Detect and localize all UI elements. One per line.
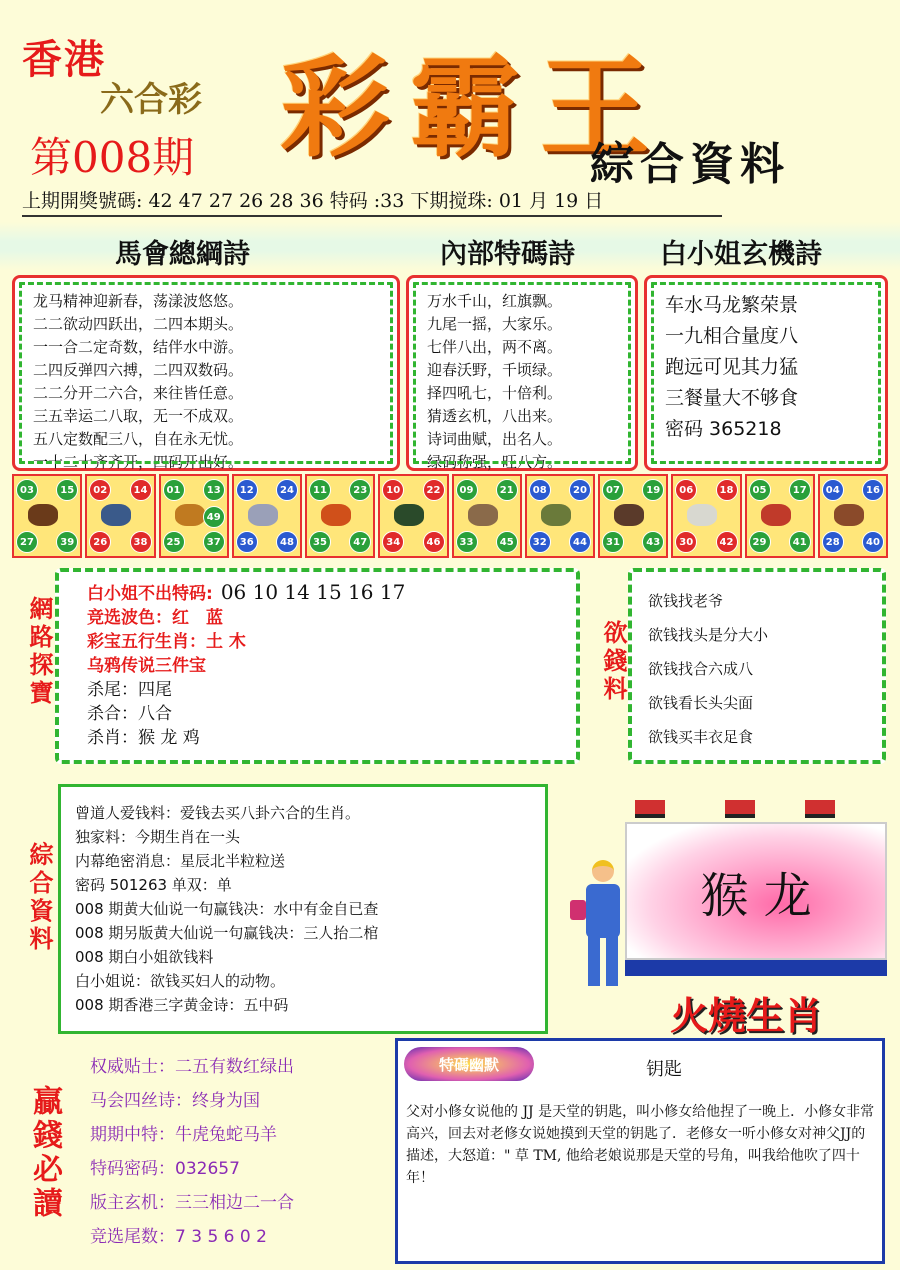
number-ball: 30 bbox=[675, 531, 697, 553]
region-title: 香港 bbox=[22, 37, 106, 83]
number-ball: 23 bbox=[349, 479, 371, 501]
last-draw-info: 上期開獎號碼: 42 47 27 26 28 36 特码 :33 下期搅珠: 01 月 19 日 bbox=[22, 186, 722, 217]
number-ball: 47 bbox=[349, 531, 371, 553]
poem-line: 跑远可见其力猛 bbox=[665, 356, 799, 378]
poem-line: 车水马龙繁荣景 bbox=[665, 294, 799, 316]
number-ball: 29 bbox=[749, 531, 771, 553]
number-ball: 37 bbox=[203, 531, 225, 553]
number-ball: 40 bbox=[862, 531, 884, 553]
must-value: 二五有数红绿出 bbox=[175, 1057, 294, 1077]
number-ball: 11 bbox=[309, 479, 331, 501]
general-line: 白小姐说：欲钱买妇人的动物。 bbox=[75, 972, 286, 990]
lottery-title: 六合彩 bbox=[100, 80, 202, 120]
number-ball: 43 bbox=[642, 531, 664, 553]
net-box bbox=[55, 568, 580, 764]
number-ball: 18 bbox=[716, 479, 738, 501]
zodiac-cell bbox=[378, 474, 448, 558]
net-line: 白小姐不出特码: 06 10 14 15 16 17 bbox=[87, 580, 406, 604]
zodiac-animal-icon bbox=[394, 504, 424, 526]
number-ball: 04 bbox=[822, 479, 844, 501]
net-line: 乌鸦传说三件宝 bbox=[87, 656, 206, 676]
zodiac-animal-icon bbox=[175, 504, 205, 526]
net-line: 杀合：八合 bbox=[87, 704, 172, 724]
must-row bbox=[90, 1220, 390, 1254]
zodiac-cell bbox=[232, 474, 302, 558]
billboard-lamp bbox=[725, 800, 755, 818]
number-ball: 32 bbox=[529, 531, 551, 553]
zodiac-cell bbox=[12, 474, 82, 558]
must-key: 版主玄机： bbox=[90, 1193, 175, 1213]
number-ball: 44 bbox=[569, 531, 591, 553]
zodiac-cell bbox=[159, 474, 229, 558]
poem-line: 一十二十齐齐开，四码开出好。 bbox=[33, 453, 244, 471]
general-line: 008 期白小姐欲钱料 bbox=[75, 948, 214, 966]
zodiac-animal-icon bbox=[687, 504, 717, 526]
humor-badge: 特碼幽默 bbox=[404, 1047, 534, 1081]
poem-line: 绿码称强，旺八方。 bbox=[427, 453, 563, 471]
must-label: 贏錢必讀 bbox=[27, 1085, 62, 1221]
must-row bbox=[90, 1152, 390, 1186]
humor-title: 钥匙 bbox=[646, 1059, 682, 1080]
zodiac-cell bbox=[525, 474, 595, 558]
must-row bbox=[90, 1084, 390, 1118]
number-ball: 02 bbox=[89, 479, 111, 501]
general-line: 曾道人爱钱料：爱钱去买八卦六合的生肖。 bbox=[75, 804, 361, 822]
billboard-lamp bbox=[805, 800, 835, 818]
must-value: 7 3 5 6 0 2 bbox=[175, 1227, 267, 1247]
must-value: 032657 bbox=[175, 1159, 240, 1179]
must-key: 特码密码： bbox=[90, 1159, 175, 1179]
number-ball: 19 bbox=[642, 479, 664, 501]
zodiac-cell bbox=[671, 474, 741, 558]
poem-line: 密码 365218 bbox=[665, 418, 782, 440]
money-line: 欲钱买丰衣足食 bbox=[648, 728, 754, 746]
number-ball: 27 bbox=[16, 531, 38, 553]
brand-logo: 彩霸王 bbox=[280, 44, 670, 172]
poem-title-right: 白小姐玄機詩 bbox=[660, 239, 822, 270]
poem-line: 诗词曲赋，出名人。 bbox=[427, 430, 563, 448]
number-ball: 41 bbox=[789, 531, 811, 553]
poem-line: 七伴八出，两不离。 bbox=[427, 338, 563, 356]
zodiac-number-grid bbox=[12, 474, 888, 558]
poem-title-mid: 內部特碼詩 bbox=[440, 239, 575, 270]
excluded-numbers: 06 10 14 15 16 17 bbox=[220, 580, 406, 604]
number-ball: 05 bbox=[749, 479, 771, 501]
poem-box-left bbox=[12, 275, 400, 471]
poem-title-left: 馬會總綱詩 bbox=[115, 239, 250, 270]
must-key: 期期中特： bbox=[90, 1125, 175, 1145]
painter-figure bbox=[570, 860, 630, 990]
number-ball: 34 bbox=[382, 531, 404, 553]
number-ball: 42 bbox=[716, 531, 738, 553]
number-ball: 25 bbox=[163, 531, 185, 553]
zodiac-cell bbox=[85, 474, 155, 558]
zodiac-animal-icon bbox=[761, 504, 791, 526]
general-line: 独家料：今期生肖在一头 bbox=[75, 828, 241, 846]
number-ball: 06 bbox=[675, 479, 697, 501]
poem-line: 二二欲动四跃出，二四本期头。 bbox=[33, 315, 244, 333]
zodiac-cell bbox=[818, 474, 888, 558]
money-label: 欲錢料 bbox=[599, 620, 627, 704]
number-ball: 10 bbox=[382, 479, 404, 501]
poem-line: 三餐量大不够食 bbox=[665, 387, 799, 409]
number-ball: 16 bbox=[862, 479, 884, 501]
billboard-caption: 火燒生肖 bbox=[670, 994, 823, 1038]
general-line: 内幕绝密消息：星辰北半粒粒送 bbox=[75, 852, 286, 870]
net-label: 網路探寶 bbox=[25, 596, 53, 708]
general-line: 008 期黄大仙说一句赢钱决：水中有金自已查 bbox=[75, 900, 379, 918]
zodiac-cell bbox=[305, 474, 375, 558]
money-box bbox=[628, 568, 886, 764]
number-ball: 48 bbox=[276, 531, 298, 553]
number-ball: 45 bbox=[496, 531, 518, 553]
zodiac-animal-icon bbox=[614, 504, 644, 526]
poem-line: 龙马精神迎新春，荡漾波悠悠。 bbox=[33, 292, 244, 310]
poem-line: 一一合二定奇数，结伴水中游。 bbox=[33, 338, 244, 356]
zodiac-cell bbox=[452, 474, 522, 558]
number-ball: 09 bbox=[456, 479, 478, 501]
money-line: 欲钱找老爷 bbox=[648, 592, 724, 610]
money-line: 欲钱找头是分大小 bbox=[648, 626, 769, 644]
poem-line: 一九相合量度八 bbox=[665, 325, 799, 347]
number-ball: 12 bbox=[236, 479, 258, 501]
number-ball: 03 bbox=[16, 479, 38, 501]
number-ball: 36 bbox=[236, 531, 258, 553]
humor-box bbox=[395, 1038, 885, 1264]
number-ball: 26 bbox=[89, 531, 111, 553]
zodiac-animal-icon bbox=[321, 504, 351, 526]
poem-line: 二二分开二六合，来往皆任意。 bbox=[33, 384, 244, 402]
zodiac-animal-icon bbox=[101, 504, 131, 526]
must-value: 牛虎兔蛇马羊 bbox=[175, 1125, 277, 1145]
money-line: 欲钱找合六成八 bbox=[648, 660, 754, 678]
general-line: 008 期香港三字黄金诗：五中码 bbox=[75, 996, 289, 1014]
poem-box-mid bbox=[406, 275, 638, 471]
number-ball: 46 bbox=[423, 531, 445, 553]
general-label: 綜合資料 bbox=[25, 842, 53, 954]
net-line: 杀肖：猴 龙 鸡 bbox=[87, 728, 200, 748]
number-ball: 24 bbox=[276, 479, 298, 501]
must-list bbox=[90, 1050, 390, 1254]
zodiac-cell bbox=[598, 474, 668, 558]
net-line: 竞选波色：红 蓝 bbox=[87, 608, 223, 628]
general-line: 008 期另版黄大仙说一句赢钱决：三人抬二棺 bbox=[75, 924, 379, 942]
poem-line: 九尾一摇，大家乐。 bbox=[427, 315, 563, 333]
number-ball: 07 bbox=[602, 479, 624, 501]
poem-line: 猜透玄机，八出来。 bbox=[427, 407, 563, 425]
net-line: 杀尾：四尾 bbox=[87, 680, 172, 700]
number-ball: 17 bbox=[789, 479, 811, 501]
net-line: 彩宝五行生肖：土 木 bbox=[87, 632, 246, 652]
must-row bbox=[90, 1050, 390, 1084]
number-ball: 35 bbox=[309, 531, 331, 553]
number-ball: 38 bbox=[130, 531, 152, 553]
poem-line: 迎春沃野，千顷绿。 bbox=[427, 361, 563, 379]
poem-line: 万水千山，红旗飘。 bbox=[427, 292, 563, 310]
number-ball: 31 bbox=[602, 531, 624, 553]
general-box bbox=[58, 784, 548, 1034]
general-line: 密码 501263 单双：单 bbox=[75, 876, 232, 894]
number-ball: 20 bbox=[569, 479, 591, 501]
number-ball: 28 bbox=[822, 531, 844, 553]
must-key: 马会四丝诗： bbox=[90, 1091, 192, 1111]
poem-line: 二四反弹四六搏，二四双数码。 bbox=[33, 361, 244, 379]
zodiac-animal-icon bbox=[541, 504, 571, 526]
must-key: 竞选尾数： bbox=[90, 1227, 175, 1247]
poem-line: 五八定数配三八，自在永无忧。 bbox=[33, 430, 244, 448]
zodiac-animal-icon bbox=[248, 504, 278, 526]
must-key: 权威贴士： bbox=[90, 1057, 175, 1077]
number-ball: 39 bbox=[56, 531, 78, 553]
poem-box-right bbox=[644, 275, 888, 471]
zodiac-animal-icon bbox=[28, 504, 58, 526]
zodiac-cell bbox=[745, 474, 815, 558]
billboard-lamp bbox=[635, 800, 665, 818]
number-ball: 08 bbox=[529, 479, 551, 501]
billboard-text: 猴 龙 bbox=[625, 822, 887, 960]
zodiac-animal-icon bbox=[834, 504, 864, 526]
billboard bbox=[625, 800, 887, 976]
number-ball: 49 bbox=[203, 506, 225, 528]
number-ball: 15 bbox=[56, 479, 78, 501]
poem-line: 择四吼七，十倍利。 bbox=[427, 384, 563, 402]
money-line: 欲钱看长头尖面 bbox=[648, 694, 754, 712]
must-value: 三三相边二一合 bbox=[175, 1193, 294, 1213]
must-row bbox=[90, 1186, 390, 1220]
number-ball: 21 bbox=[496, 479, 518, 501]
humor-body: 父对小修女说他的 JJ 是天堂的钥匙，叫小修女给他捏了一晚上．小修女非常高兴，回去对老修女说她摸到天堂的钥匙了．老修女一听小修女对神父JJ的描述，大怒道：" 草 TM, 他给老娘说那是天堂的号角，叫我给他吹了四十年！ bbox=[406, 1104, 875, 1186]
number-ball: 13 bbox=[203, 479, 225, 501]
must-value: 终身为国 bbox=[192, 1091, 260, 1111]
issue-number: 第008期 bbox=[30, 133, 195, 182]
zodiac-animal-icon bbox=[468, 504, 498, 526]
poem-line: 三五幸运二八取，无一不成双。 bbox=[33, 407, 244, 425]
number-ball: 33 bbox=[456, 531, 478, 553]
billboard-base bbox=[625, 960, 887, 976]
number-ball: 14 bbox=[130, 479, 152, 501]
number-ball: 22 bbox=[423, 479, 445, 501]
number-ball: 01 bbox=[163, 479, 185, 501]
page-subtitle: 綜合資料 bbox=[590, 139, 790, 190]
must-row bbox=[90, 1118, 390, 1152]
